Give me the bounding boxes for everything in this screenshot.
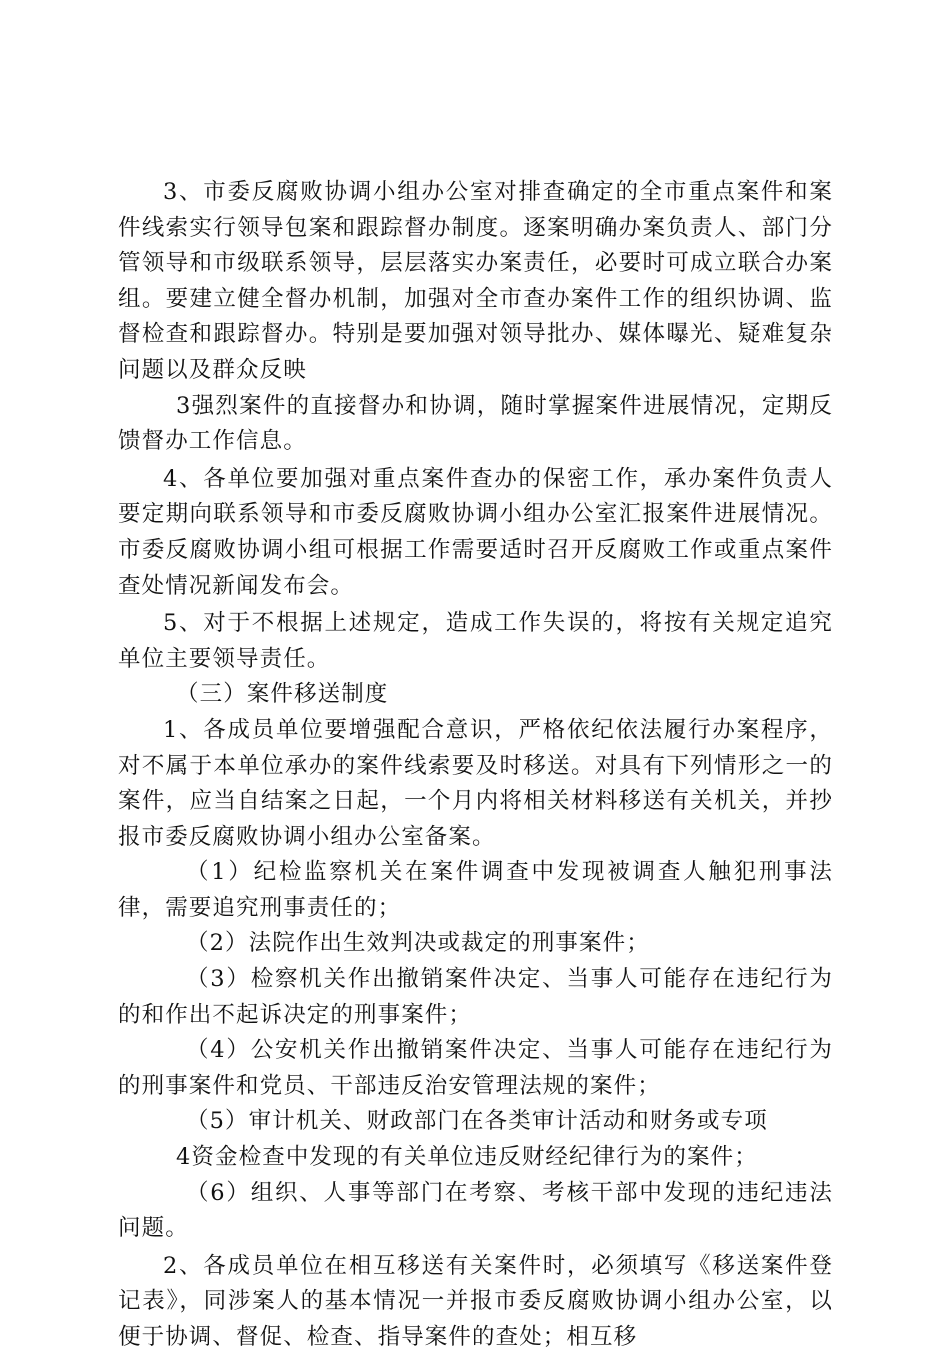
- paragraph-item-1-transfer: 1、各成员单位要增强配合意识，严格依纪依法履行办案程序，对不属于本单位承办的案件线索要及时移送。对具有下列情形之一的案件，应当自结案之日起，一个月内将相关材料移送有关机关，并抄报市委反腐败协调小组办公室备案。: [118, 716, 833, 850]
- paragraph-item-2-registration: 2、各成员单位在相互移送有关案件时，必须填写《移送案件登记表》，同涉案人的基本情况一并报市委反腐败协调小组办公室，以便于协调、督促、检查、指导案件的查处；相互移: [118, 1252, 833, 1350]
- list-item-1: （1）纪检监察机关在案件调查中发现被调查人触犯刑事法律，需要追究刑事责任的；: [118, 859, 833, 921]
- list-item-5: （5）审计机关、财政部门在各类审计活动和财务或专项: [186, 1108, 768, 1135]
- paragraph-page-marker-3: 3强烈案件的直接督办和协调，随时掌握案件进展情况，定期反馈督办工作信息。: [118, 392, 833, 455]
- list-item-3: （3）检察机关作出撤销案件决定、当事人可能存在违纪行为的和作出不起诉决定的刑事案件；: [118, 966, 833, 1028]
- paragraph-item-4-confidentiality: 4、各单位要加强对重点案件查办的保密工作，承办案件负责人要定期向联系领导和市委反腐败协调小组办公室汇报案件进展情况。市委反腐败协调小组可根据工作需要适时召开反腐败工作或重点案件查处情况新闻发布会。: [118, 465, 833, 599]
- section-heading-case-transfer: （三）案件移送制度: [176, 681, 389, 708]
- list-item-4: （4）公安机关作出撤销案件决定、当事人可能存在违纪行为的刑事案件和党员、干部违反治安管理法规的案件；: [118, 1037, 833, 1099]
- paragraph-item-5-accountability: 5、对于不根据上述规定，造成工作失误的，将按有关规定追究单位主要领导责任。: [118, 610, 833, 672]
- list-item-2: （2）法院作出生效判决或裁定的刑事案件；: [186, 930, 650, 957]
- paragraph-item-3-supervision: 3、市委反腐败协调小组办公室对排查确定的全市重点案件和案件线索实行领导包案和跟踪督办制度。逐案明确办案负责人、部门分管领导和市级联系领导，层层落实办案责任，必要时可成立联合办案组。要建立健全督办机制，加强对全市查办案件工作的组织协调、监督检查和跟踪督办。特别是要加强对领导批办、媒体曝光、疑难复杂问题以及群众反映: [118, 179, 833, 383]
- list-item-6: （6）组织、人事等部门在考察、考核干部中发现的违纪违法问题。: [118, 1179, 833, 1242]
- paragraph-page-marker-4: 4资金检查中发现的有关单位违反财经纪律行为的案件；: [176, 1144, 758, 1171]
- document-body: [118, 175, 833, 1356]
